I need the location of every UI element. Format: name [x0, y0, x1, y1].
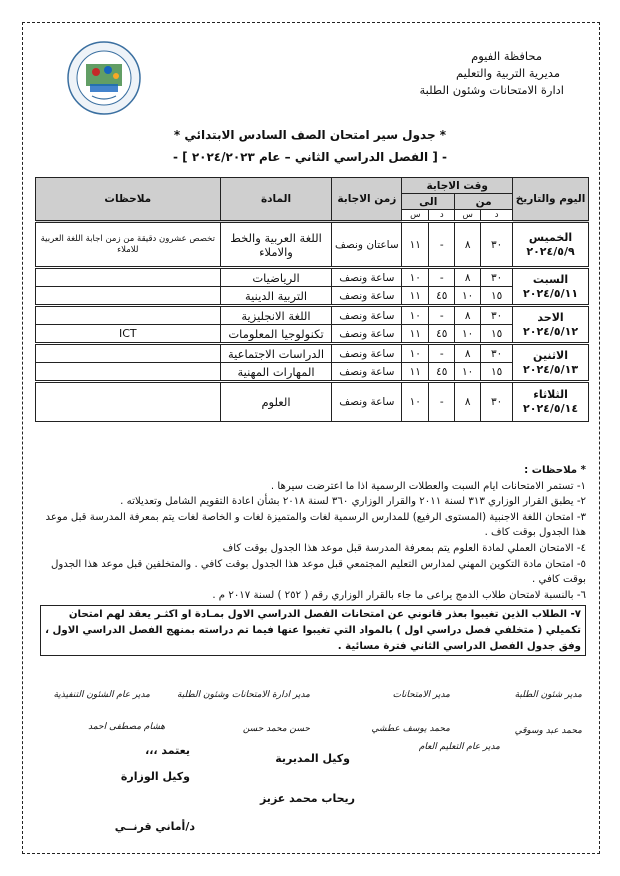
sig-title-exams: مدير الامتحانات [392, 690, 450, 700]
subject-cell: تكنولوجيا المعلومات [220, 325, 332, 344]
notes-title: * ملاحظات : [524, 465, 586, 476]
day-cell: الخميس ٢٠٢٤/٥/٩ [513, 222, 589, 268]
subject-cell: العلوم [220, 382, 332, 422]
deputy-ministry-title: وكيل الوزارة [120, 770, 190, 783]
from-minutes: ٣٠ [481, 268, 513, 287]
deputy-ministry-name: د/أماني قرنــي [114, 820, 195, 833]
table-row [36, 268, 589, 287]
from-minutes: ٣٠ [481, 382, 513, 422]
header-minutes: د [429, 210, 455, 222]
day-cell: السبت ٢٠٢٤/٥/١١ [513, 268, 589, 306]
header-notes: ملاحظات [36, 178, 221, 222]
duration-cell: ساعة ونصف [332, 325, 402, 344]
note-cell: تخصص عشرون دقيقة من زمن اجابة اللغة العربية للاملاء [36, 222, 221, 268]
note-cell [36, 306, 221, 325]
note-cell [36, 363, 221, 382]
to-hours: ١١ [402, 287, 429, 306]
header-duration: زمن الاجابة [332, 178, 402, 222]
notes-section [40, 463, 586, 656]
note-item: ٢- يطبق القرار الوزاري ٣١٣ لسنة ٢٠١١ والقرار الوزاري ٣٦٠ لسنة ٢٠١٨ بشأن اعادة التقويم الشامل وتعديلاته . [120, 496, 586, 508]
subject-cell: التربية الدينية [220, 287, 332, 306]
sig-name: هشام مصطفى احمد [88, 722, 165, 732]
header-block [419, 48, 564, 99]
to-hours: ١٠ [402, 306, 429, 325]
sig-title-exams-admin: مدير ادارة الامتحانات وشئون الطلبة [177, 690, 310, 700]
document-subtitle: - [ الفصل الدراسي الثاني – عام ٢٠٢٤/٢٠٢٣ ] - [173, 150, 447, 164]
from-minutes: ١٥ [481, 325, 513, 344]
from-hours: ٨ [455, 222, 481, 268]
to-hours: ١١ [402, 363, 429, 382]
approve-label: يعتمد ،،، [145, 744, 190, 757]
from-hours: ١٠ [455, 363, 481, 382]
to-hours: ١٠ [402, 382, 429, 422]
sig-title-general-manager: مدير عام التعليم العام [418, 742, 500, 752]
ministry-logo [66, 40, 142, 116]
duration-cell: ساعتان ونصف [332, 222, 402, 268]
from-minutes: ٣٠ [481, 306, 513, 325]
from-minutes: ٣٠ [481, 222, 513, 268]
note-item: ٦- بالنسبة لامتحان طلاب الدمج يراعى ما جاء بالقرار الوزاري رقم ( ٢٥٢ ) لسنة ٢٠١٧ م . [212, 589, 586, 601]
from-hours: ١٠ [455, 325, 481, 344]
sig-name: محمد يوسف عطشي [371, 724, 450, 734]
header-from: من [455, 194, 513, 210]
subject-cell: الدراسات الاجتماعية [220, 344, 332, 363]
duration-cell: ساعة ونصف [332, 344, 402, 363]
sig-title-student-affairs: مدير شئون الطلبة [514, 690, 582, 700]
from-hours: ١٠ [455, 287, 481, 306]
governorate-line: محافظة الفيوم [471, 49, 542, 63]
note-item: ٥- امتحان مادة التكوين المهني لمدارس التعليم المجتمعي قبل موعد هذا الجدول بوقت كافي . والمتخلفين قبل موعد هذا الجدول بوقت كافي . [50, 558, 586, 586]
from-minutes: ١٥ [481, 363, 513, 382]
header-answer-time: وقت الاجابة [402, 178, 513, 194]
header-minutes: د [481, 210, 513, 222]
sig-name: حسن محمد حسن [242, 724, 310, 734]
note-cell [36, 382, 221, 422]
table-row [36, 222, 589, 268]
from-minutes: ٣٠ [481, 344, 513, 363]
from-hours: ٨ [455, 268, 481, 287]
to-hours: ١٠ [402, 344, 429, 363]
to-minutes: - [429, 222, 455, 268]
note-cell [36, 344, 221, 363]
to-hours: ١١ [402, 222, 429, 268]
deputy-directorate-name: ريحاب محمد عزيز [259, 792, 355, 805]
day-cell: الاحد ٢٠٢٤/٥/١٢ [513, 306, 589, 344]
table-row [36, 363, 589, 382]
exam-schedule-table [35, 177, 589, 422]
duration-cell: ساعة ونصف [332, 306, 402, 325]
header-subject: المادة [220, 178, 332, 222]
sig-title-executive: مدير عام الشئون التنفيذية [53, 690, 150, 700]
subject-cell: اللغة الانجليزية [220, 306, 332, 325]
from-hours: ٨ [455, 344, 481, 363]
boxed-note: ٧- الطلاب الذين تغيبوا بعذر قانوني عن امتحانات الفصل الدراسي الاول بمـادة او اكثـر يعقد لهم امتحان تكميلي ( متخلفي فصل دراسي اول ) بالمواد التي تغيبوا عنها فيما تم دراسته بمنهج الفصل الدراسي الاول ، وفق جدول الفصل الدراسي الثاني فترة مسائية . [40, 605, 586, 656]
table-row [36, 344, 589, 363]
duration-cell: ساعة ونصف [332, 363, 402, 382]
table-row [36, 325, 589, 344]
table-row [36, 306, 589, 325]
sig-name: محمد عبد وسوقي [514, 726, 582, 736]
from-hours: ٨ [455, 306, 481, 325]
duration-cell: ساعة ونصف [332, 268, 402, 287]
department-line: ادارة الامتحانات وشئون الطلبة [419, 83, 564, 97]
note-cell [36, 287, 221, 306]
note-cell [36, 268, 221, 287]
to-minutes: ٤٥ [429, 287, 455, 306]
subject-cell: المهارات المهنية [220, 363, 332, 382]
to-minutes: - [429, 344, 455, 363]
to-hours: ١٠ [402, 268, 429, 287]
day-cell: الاثنين ٢٠٢٤/٥/١٣ [513, 344, 589, 382]
day-cell: الثلاثاء ٢٠٢٤/٥/١٤ [513, 382, 589, 422]
to-minutes: ٤٥ [429, 325, 455, 344]
deputy-directorate-title: وكيل المديرية [275, 752, 350, 765]
duration-cell: ساعة ونصف [332, 287, 402, 306]
table-row [36, 382, 589, 422]
header-hours: س [455, 210, 481, 222]
note-item: ١- تستمر الامتحانات ايام السبت والعطلات الرسمية اذا ما اعترضت سيرها . [270, 480, 586, 492]
to-minutes: ٤٥ [429, 363, 455, 382]
subject-cell: اللغة العربية والخط والاملاء [220, 222, 332, 268]
header-hours: س [402, 210, 429, 222]
to-minutes: - [429, 306, 455, 325]
to-minutes: - [429, 382, 455, 422]
header-day-date: اليوم والتاريخ [513, 178, 589, 222]
from-minutes: ١٥ [481, 287, 513, 306]
note-item: ٤- الامتحان العملي لمادة العلوم يتم بمعرفة المدرسة قبل موعد هذا الجدول بوقت كاف [222, 542, 586, 554]
document-title: * جدول سير امتحان الصف السادس الابتدائي * [173, 128, 447, 142]
duration-cell: ساعة ونصف [332, 382, 402, 422]
to-minutes: - [429, 268, 455, 287]
to-hours: ١١ [402, 325, 429, 344]
note-item: ٣- امتحان اللغة الاجنبية (المستوى الرفيع) للمدارس الرسمية لغات والمتميزة لغات و الخاصة لغات يتم بمعرفة المدرسة قبل موعد هذا الجدول بوقت كاف . [45, 511, 586, 539]
directorate-line: مديرية التربية والتعليم [456, 66, 560, 80]
header-to: الى [402, 194, 455, 210]
subject-cell: الرياضيات [220, 268, 332, 287]
table-row [36, 287, 589, 306]
note-cell: ICT [36, 325, 221, 344]
from-hours: ٨ [455, 382, 481, 422]
